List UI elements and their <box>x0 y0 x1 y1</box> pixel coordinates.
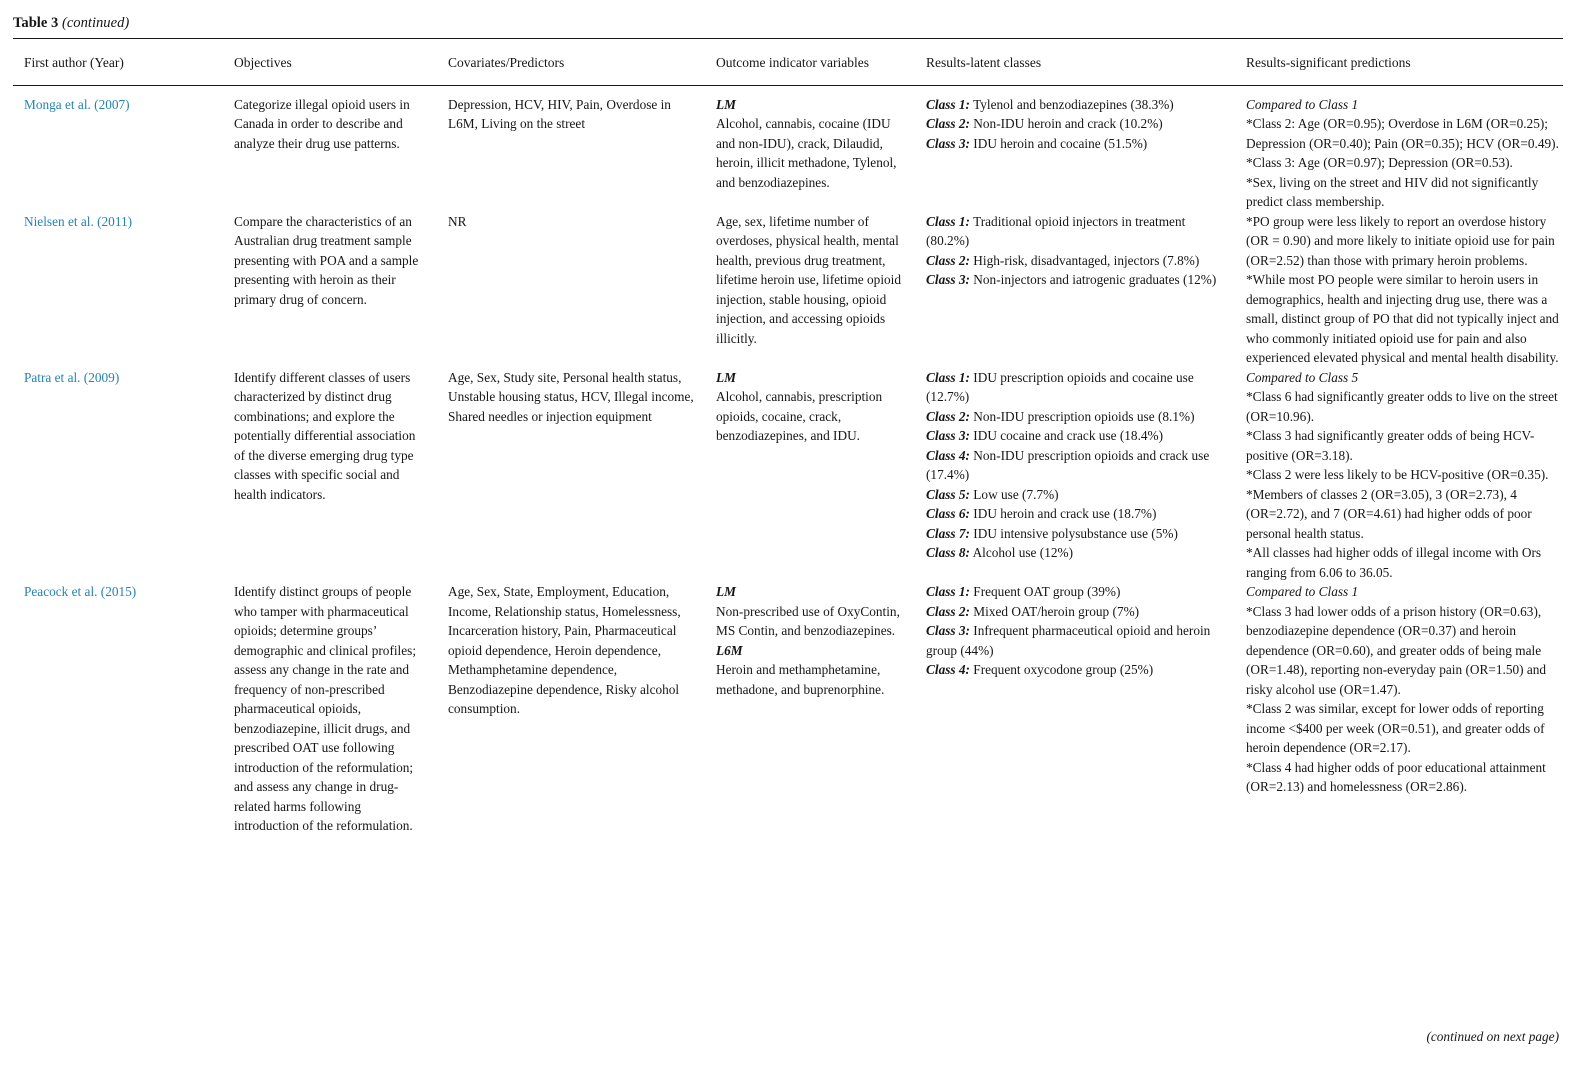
cell-objectives: Categorize illegal opioid users in Canada in order to describe and analyze their drug use patterns. <box>234 96 410 151</box>
cell-outcome <box>716 582 926 699</box>
column-header-predictions: Results-significant predictions <box>1246 55 1411 70</box>
latent-class-item: Class 8: Alcohol use (12%) <box>926 545 1074 560</box>
cell-predictions <box>1246 368 1563 583</box>
author-link[interactable]: Monga et al. (2007) <box>24 96 130 112</box>
column-header-outcome: Outcome indicator variables <box>716 55 869 70</box>
cell-first-author <box>13 582 234 602</box>
cell-first-author <box>13 95 234 115</box>
prediction-item: *Class 4 had higher odds of poor educational attainment (OR=2.13) and homelessness (OR=2.86). <box>1246 759 1546 794</box>
prediction-item: *Sex, living on the street and HIV did not significantly predict class membership. <box>1246 174 1539 209</box>
latent-class-item: Class 6: IDU heroin and crack use (18.7%) <box>926 506 1157 521</box>
latent-class-item: Class 3: Non-injectors and iatrogenic graduates (12%) <box>926 272 1217 287</box>
table-row <box>13 368 1563 583</box>
latent-class-item: Class 2: Non-IDU prescription opioids use (8.1%) <box>926 408 1195 424</box>
predictions-intro: Compared to Class 1 <box>1246 584 1359 599</box>
cell-latent-classes <box>926 95 1246 154</box>
cell-latent-classes <box>926 368 1246 563</box>
latent-class-item: Class 4: Non-IDU prescription opioids and crack use (17.4%) <box>926 447 1210 482</box>
table-body <box>13 86 1563 836</box>
latent-class-item: Class 3: IDU heroin and cocaine (51.5%) <box>926 135 1148 151</box>
prediction-item: *Class 2 were less likely to be HCV-positive (OR=0.35). <box>1246 467 1549 482</box>
outcome-text: Age, sex, lifetime number of overdoses, physical health, mental health, previous drug treatment, lifetime heroin use, lifetime opioid injection, stable housing, opioid injection, and accessing opioids illicitly. <box>716 213 902 346</box>
prediction-item: *Members of classes 2 (OR=3.05), 3 (OR=2.73), 4 (OR=2.72), and 7 (OR=4.61) had higher odds of poor personal health status. <box>1246 486 1532 541</box>
latent-class-item: Class 1: Tylenol and benzodiazepines (38.3%) <box>926 96 1174 112</box>
prediction-item: *Class 6 had significantly greater odds to live on the street (OR=10.96). <box>1246 389 1558 424</box>
predictions-intro: Compared to Class 5 <box>1246 369 1359 385</box>
prediction-item: *All classes had higher odds of illegal income with Ors ranging from 6.06 to 36.05. <box>1246 545 1542 580</box>
table-header-row <box>13 39 1563 86</box>
cell-predictions <box>1246 95 1563 212</box>
outcome-text: Alcohol, cannabis, cocaine (IDU and non-IDU), crack, Dilaudid, heroin, illicit methadone, Tylenol, and benzodiazepines. <box>716 116 897 190</box>
cell-covariates: Age, Sex, Study site, Personal health status, Unstable housing status, HCV, Illegal income, Shared needles or injection equipment <box>448 369 694 424</box>
outcome-abbrev: LM <box>716 96 736 112</box>
column-header-objectives: Objectives <box>234 55 292 70</box>
cell-covariates: Depression, HCV, HIV, Pain, Overdose in L6M, Living on the street <box>448 96 671 131</box>
cell-first-author <box>13 368 234 388</box>
cell-covariates: Age, Sex, State, Employment, Education, Income, Relationship status, Homelessness, Incarceration history, Pain, Pharmaceutical opioid dependence, Heroin dependence, Methamphetamine dependence, Benzodiazepine dependence, Risky alcohol consumption. <box>448 584 681 716</box>
outcome-abbrev: LM <box>716 584 736 599</box>
outcome-text: Heroin and methamphetamine, methadone, and buprenorphine. <box>716 662 885 697</box>
author-link[interactable]: Peacock et al. (2015) <box>24 584 137 599</box>
prediction-item: *PO group were less likely to report an overdose history (OR = 0.90) and more likely to initiate opioid use for pain (OR=2.52) than those with primary heroin problems. <box>1246 213 1555 268</box>
prediction-item: *While most PO people were similar to heroin users in demographics, health and injecting drug use, there was a small, distinct group of PO that did not typically inject and who commonly initiated opioid use for pain and also experienced elevated physical and mental health disability. <box>1246 272 1559 365</box>
cell-outcome <box>716 95 926 193</box>
latent-class-item: Class 1: Frequent OAT group (39%) <box>926 584 1121 599</box>
table-row <box>13 582 1563 836</box>
cell-outcome <box>716 212 926 349</box>
column-header-latent-classes: Results-latent classes <box>926 55 1042 70</box>
outcome-text: Alcohol, cannabis, prescription opioids, cocaine, crack, benzodiazepines, and IDU. <box>716 389 883 443</box>
cell-objectives: Compare the characteristics of an Australian drug treatment sample presenting with POA and a sample presenting with heroin as their primary drug of concern. <box>234 213 419 307</box>
cell-first-author <box>13 212 234 232</box>
latent-class-item: Class 2: High-risk, disadvantaged, injectors (7.8%) <box>926 252 1200 268</box>
column-header-first-author: First author (Year) <box>24 55 124 70</box>
prediction-item: *Class 3 had lower odds of a prison history (OR=0.63), benzodiazepine dependence (OR=0.37) and heroin dependence (OR=0.60), and greater odds of being male (OR=1.48), reporting non-everyday pain (OR=1.50) and risky alcohol use (OR=1.47). <box>1246 603 1547 697</box>
table-row <box>13 212 1563 368</box>
table-title <box>13 13 1563 33</box>
cell-predictions <box>1246 582 1563 797</box>
prediction-item: *Class 2 was similar, except for lower odds of reporting income <$400 per week (OR=0.51), and greater odds of heroin dependence (OR=2.17). <box>1246 701 1545 755</box>
continued-note: (continued on next page) <box>1426 1029 1559 1044</box>
cell-latent-classes <box>926 212 1246 290</box>
cell-latent-classes <box>926 582 1246 680</box>
latent-class-item: Class 2: Mixed OAT/heroin group (7%) <box>926 603 1140 619</box>
author-link[interactable]: Nielsen et al. (2011) <box>24 213 133 229</box>
latent-class-item: Class 7: IDU intensive polysubstance use (5%) <box>926 525 1178 541</box>
latent-class-item: Class 1: Traditional opioid injectors in treatment (80.2%) <box>926 213 1186 248</box>
latent-class-item: Class 1: IDU prescription opioids and cocaine use (12.7%) <box>926 369 1194 404</box>
cell-outcome <box>716 368 926 446</box>
outcome-abbrev: LM <box>716 369 736 385</box>
prediction-item: *Class 3 had significantly greater odds of being HCV-positive (OR=3.18). <box>1246 428 1535 463</box>
latent-class-item: Class 5: Low use (7.7%) <box>926 486 1059 502</box>
predictions-intro: Compared to Class 1 <box>1246 96 1359 112</box>
prediction-item: *Class 2: Age (OR=0.95); Overdose in L6M (OR=0.25); Depression (OR=0.40); Pain (OR=0.35); HCV (OR=0.49). <box>1246 116 1559 151</box>
outcome-abbrev: L6M <box>716 642 743 658</box>
cell-covariates: NR <box>448 213 467 229</box>
cell-objectives: Identify different classes of users characterized by distinct drug combinations; and explore the potentially differential association of the diverse emerging drug type classes with specific social and health indicators. <box>234 369 416 502</box>
latent-class-item: Class 2: Non-IDU heroin and crack (10.2%) <box>926 116 1163 131</box>
cell-predictions <box>1246 212 1563 368</box>
latent-class-item: Class 3: IDU cocaine and crack use (18.4%) <box>926 428 1164 443</box>
latent-class-item: Class 3: Infrequent pharmaceutical opioid and heroin group (44%) <box>926 623 1211 658</box>
latent-class-item: Class 4: Frequent oxycodone group (25%) <box>926 662 1154 677</box>
outcome-text: Non-prescribed use of OxyContin, MS Contin, and benzodiazepines. <box>716 603 900 638</box>
column-header-covariates: Covariates/Predictors <box>448 55 565 70</box>
table-number: Table 3 <box>13 15 59 31</box>
table-continued-label: (continued) <box>61 15 130 31</box>
prediction-item: *Class 3: Age (OR=0.97); Depression (OR=0.53). <box>1246 155 1513 170</box>
author-link[interactable]: Patra et al. (2009) <box>24 369 120 385</box>
table-row <box>13 95 1563 212</box>
cell-objectives: Identify distinct groups of people who tamper with pharmaceutical opioids; determine groups’ demographic and clinical profiles; assess any change in the rate and frequency of non-prescribed pharmaceutical opioids, benzodiazepine, illicit drugs, and prescribed OAT use following introduction of the reformulation; and assess any change in drug- related harms following introduction of the reformulation. <box>234 584 417 833</box>
